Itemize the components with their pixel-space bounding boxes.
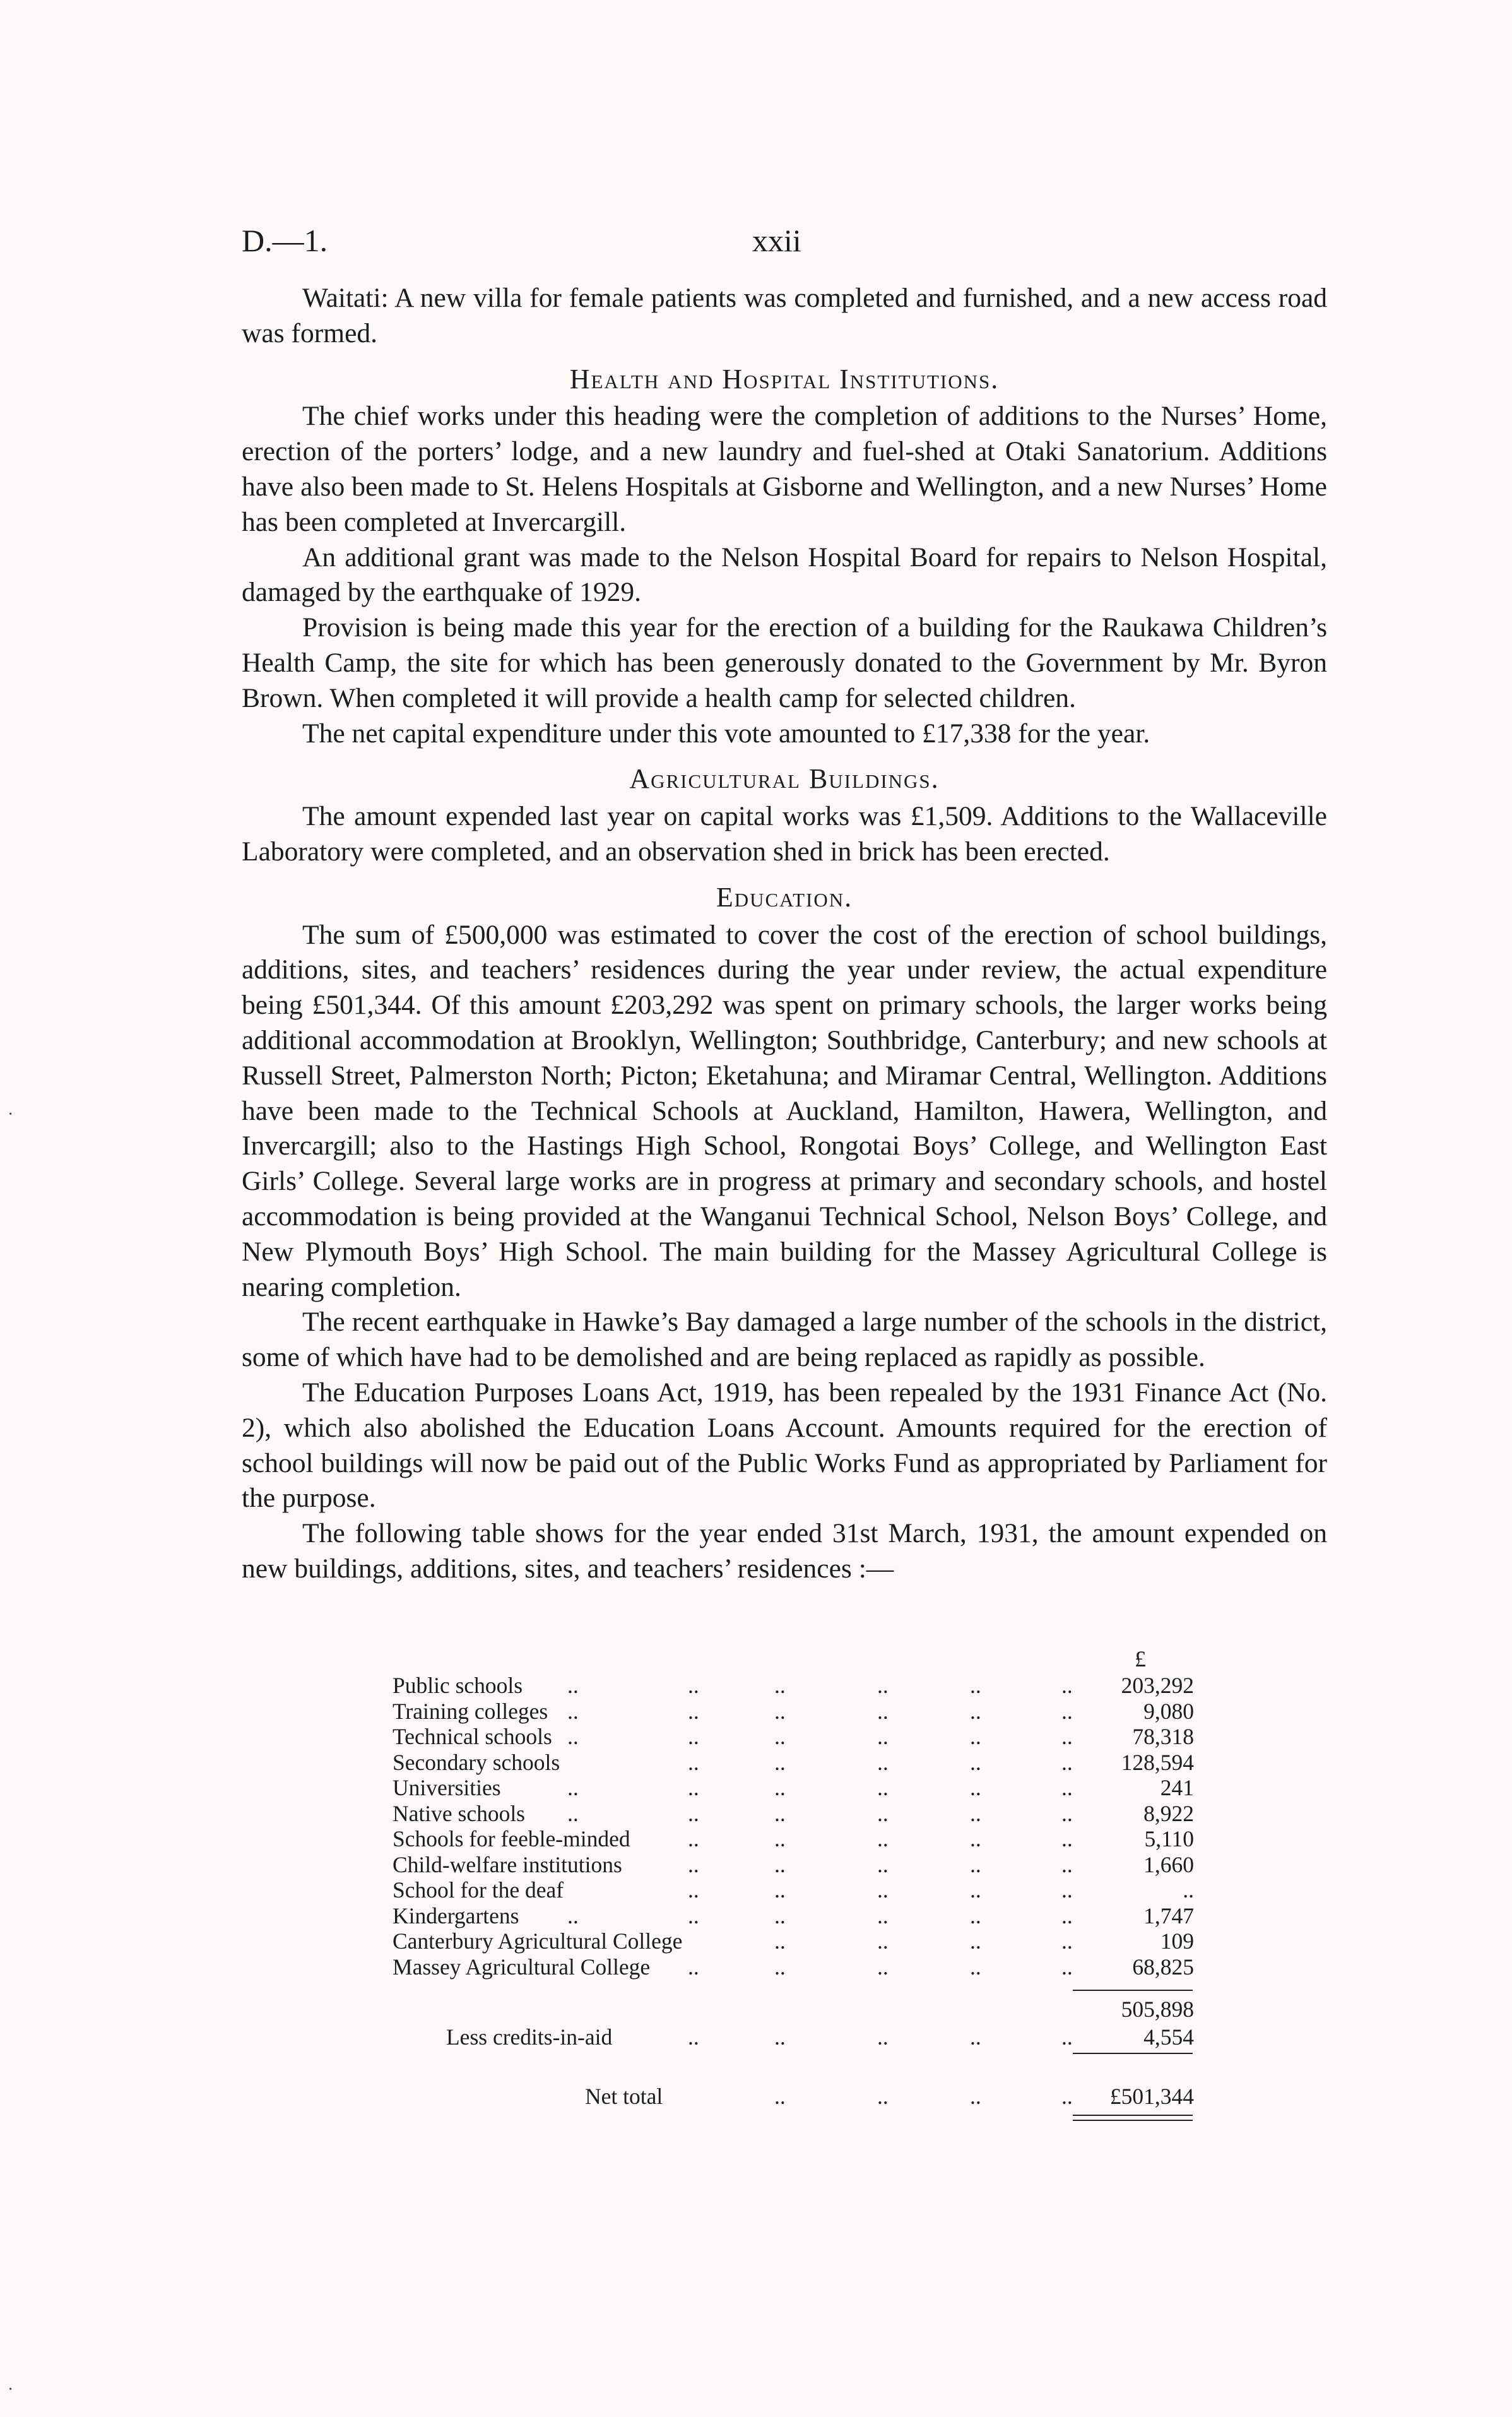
table-row: Kindergartens .. .. .. .. .. .. 1,747 [393,1903,1194,1928]
row-value: 5,110 [1144,1826,1194,1851]
row-label: Training colleges [393,1698,548,1724]
row-label: Universities [393,1775,501,1800]
page-number: xxii [752,223,801,258]
paragraph: The sum of £500,000 was estimated to cover the cost of the erection of school buildings, additions, sites, and teachers’ residences during the year under review, the actual expenditure being £501,344. Of this amount £203,292 was spent on primary schools, the larger works being additional accommodation at Brooklyn, Wellington; Southbridge, Canterbury; and new schools at Russell Street, Palmerston North; Picton; Eketahuna; and Miramar Central, Wellington. Additions have been made to the Technical Schools at Auckland, Hamilton, Hawera, Wellington, and Invercargill; also to the Hastings High School, Rongotai Boys’ College, and Wellington East Girls’ College. Several large works are in progress at primary and secondary schools, and hostel accommodation is being provided at the Wanganui Technical School, Nelson Boys’ College, and New Plymouth Boys’ High School. The main building for the Massey Agricultural College is nearing completion. [242,919,1327,1302]
row-label: Native schools [393,1800,526,1826]
row-label: Secondary schools [393,1749,560,1775]
table-row: Canterbury Agricultural College .. .. .. .. 109 [393,1928,1194,1954]
subtotal-row [393,1996,1194,2022]
less-credits-label: Less credits-in-aid [446,2024,613,2050]
row-value: 9,080 [1143,1698,1194,1724]
paragraph: The following table shows for the year ended 31st March, 1931, the amount expended on new buildings, additions, sites, and teachers’ residences :— [242,1518,1327,1584]
paragraph: The net capital expenditure under this vote amounted to £17,338 for the year. [302,718,1150,749]
row-value: 241 [1160,1775,1194,1800]
document-code: D.—1. [242,223,328,258]
section-heading: Education. [716,881,853,913]
net-total-value: £501,344 [1109,2084,1194,2109]
row-label: Public schools [393,1673,523,1698]
subtotal-value: 505,898 [1121,1997,1194,2022]
row-value: 8,922 [1143,1800,1194,1826]
margin-mark: · [8,2380,14,2399]
section-heading: Health and Hospital Institutions. [569,363,1000,395]
row-label: Schools for feeble-minded [393,1826,630,1851]
paragraph: Waitati: A new villa for female patients was completed and furnished, and a new access road was formed. [242,283,1327,348]
table-row: Universities .. .. .. .. .. .. 241 [393,1775,1194,1800]
row-label: Canterbury Agricultural College [393,1928,683,1954]
row-value: 109 [1160,1928,1194,1954]
less-rule [1073,2053,1193,2054]
row-value: .. [1183,1877,1194,1903]
net-total-double-rule [1073,2115,1193,2121]
row-label: Kindergartens [393,1903,519,1928]
row-value: 1,660 [1143,1851,1194,1877]
body-text [242,281,1327,1587]
expenditure-table [393,1673,1194,1980]
table-row: Native schools .. .. .. .. .. .. 8,922 [393,1800,1194,1826]
table-row: Massey Agricultural College .. .. .. .. .. 68,825 [393,1954,1194,1980]
table-row: Training colleges .. .. .. .. .. .. 9,080 [393,1698,1194,1724]
row-value: 78,318 [1132,1724,1194,1749]
table-row: Child-welfare institutions .. .. .. .. .. 1,660 [393,1851,1194,1877]
net-total-row: Net total .. .. .. .. £501,344 [585,2084,1194,2109]
paragraph: An additional grant was made to the Nelson Hospital Board for repairs to Nelson Hospital, damaged by the earthquake of 1929. [242,542,1327,608]
margin-mark: · [8,1105,14,1124]
row-label: Technical schools [393,1724,552,1749]
row-label: Child-welfare institutions [393,1851,622,1877]
section-heading: Agricultural Buildings. [629,763,940,795]
row-value: 68,825 [1132,1954,1194,1980]
table-row: Secondary schools .. .. .. .. .. 128,594 [393,1749,1194,1775]
paragraph: The Education Purposes Loans Act, 1919, has been repealed by the 1931 Finance Act (No. 2), which also abolished the Education Loans Account. Amounts required for the erection of school buildings will now be paid out of the Public Works Fund as appropriated by Parliament for the purpose. [242,1377,1327,1514]
paragraph: Provision is being made this year for the erection of a building for the Raukawa Children’s Health Camp, the site for which has been generously donated to the Government by Mr. Byron Brown. When completed it will provide a health camp for selected children. [242,612,1327,713]
less-credits-value: 4,554 [1143,2024,1194,2050]
table-row: Schools for feeble-minded .. .. .. .. .. 5,110 [393,1826,1194,1851]
paragraph: The recent earthquake in Hawke’s Bay damaged a large number of the schools in the district, some of which have had to be demolished and are being replaced as rapidly as possible. [242,1307,1327,1373]
row-label: Massey Agricultural College [393,1954,651,1980]
table-row: School for the deaf .. .. .. .. .. .. [393,1877,1194,1903]
table-row: Technical schools .. .. .. .. .. .. 78,318 [393,1724,1194,1749]
row-label: School for the deaf [393,1877,564,1903]
subtotal-rule [1073,1990,1193,1991]
net-total-label: Net total [585,2084,663,2109]
row-value: 1,747 [1143,1903,1194,1928]
row-value: 203,292 [1121,1673,1194,1698]
paragraph: The chief works under this heading were the completion of additions to the Nurses’ Home, erection of the porters’ lodge, and a new laundry and fuel-shed at Otaki Sanatorium. Additions have also been made to St. Helens Hospitals at Gisborne and Wellington, and a new Nurses’ Home has been completed at Invercargill. [242,401,1327,537]
paragraph: The amount expended last year on capital works was £1,509. Additions to the Wallaceville Laboratory were completed, and an observation shed in brick has been erected. [242,801,1327,867]
table-row: Public schools .. .. .. .. .. .. 203,292 [393,1673,1194,1698]
table-unit-header: £ [1135,1646,1146,1672]
row-value: 128,594 [1121,1749,1194,1775]
less-credits-row: Less credits-in-aid .. .. .. .. .. 4,554 [446,2024,1194,2050]
